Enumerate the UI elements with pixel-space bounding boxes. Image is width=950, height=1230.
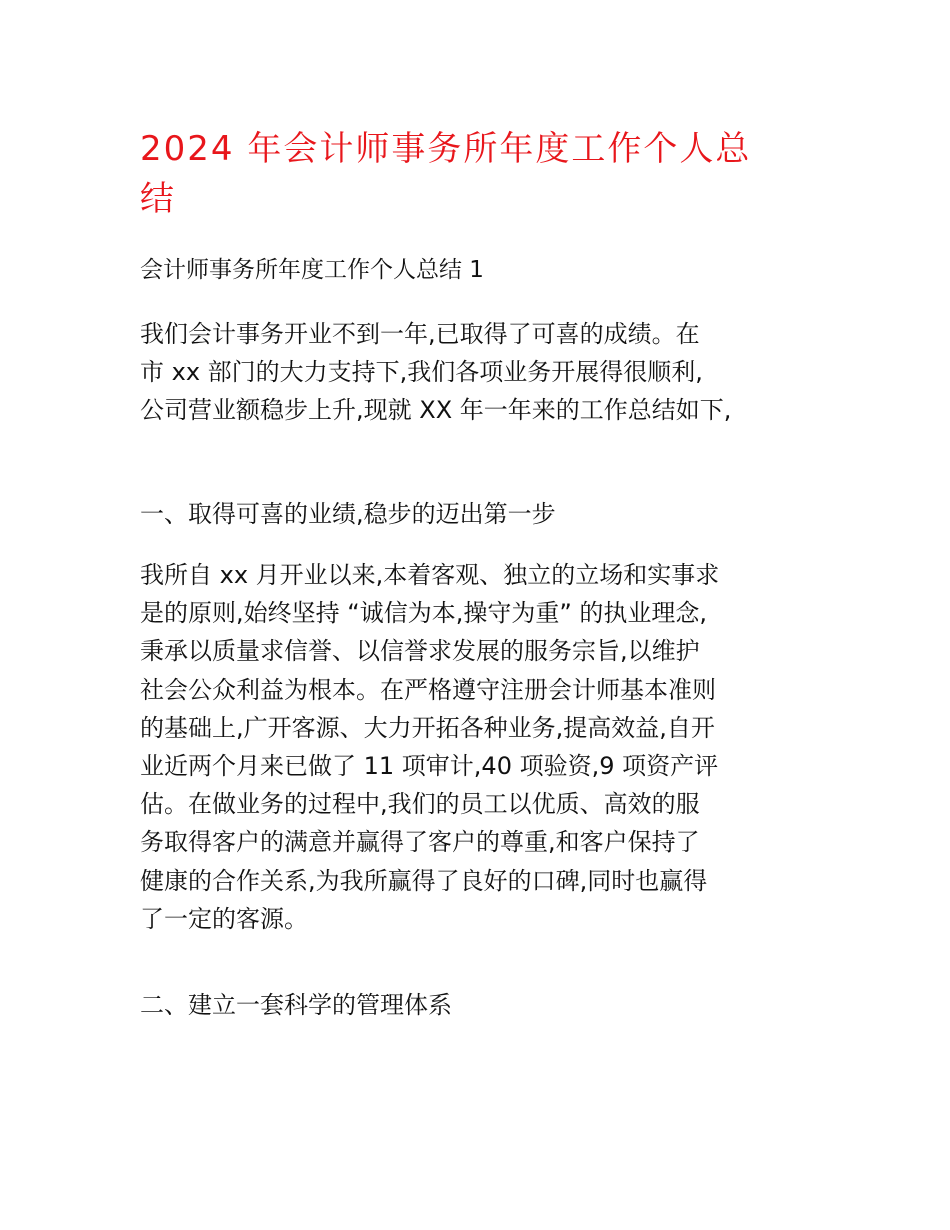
paragraph-line: 我所自 xx 月开业以来,本着客观、独立的立场和实事求 <box>140 561 720 589</box>
paragraph-line: 市 xx 部门的大力支持下,我们各项业务开展得很顺利, <box>140 358 703 386</box>
title-line-1: 2024 年会计师事务所年度工作个人总 <box>140 129 752 169</box>
section-2-heading: 二、建立一套科学的管理体系 <box>140 991 452 1019</box>
document-title <box>140 124 820 224</box>
paragraph-line: 业近两个月来已做了 11 项审计,40 项验资,9 项资产评 <box>140 752 719 781</box>
paragraph-line: 的基础上,广开客源、大力开拓各种业务,提高效益,自开 <box>140 713 715 742</box>
document-subtitle: 会计师事务所年度工作个人总结 1 <box>140 257 484 283</box>
section-1-heading: 一、取得可喜的业绩,稳步的迈出第一步 <box>140 500 556 528</box>
paragraph-line: 秉承以质量求信誉、以信誉求发展的服务宗旨,以维护 <box>140 637 700 666</box>
paragraph-line: 了一定的客源。 <box>140 904 308 933</box>
paragraph-line: 社会公众利益为根本。在严格遵守注册会计师基本准则 <box>140 675 716 704</box>
paragraph-line: 健康的合作关系,为我所赢得了良好的口碑,同时也赢得 <box>140 866 708 895</box>
title-line-2: 结 <box>140 179 176 219</box>
paragraph-line: 务取得客户的满意并赢得了客户的尊重,和客户保持了 <box>140 828 700 857</box>
section-1-paragraph <box>140 556 719 938</box>
paragraph-line: 估。在做业务的过程中,我们的员工以优质、高效的服 <box>140 790 700 819</box>
paragraph-line: 我们会计事务开业不到一年,已取得了可喜的成绩。在 <box>140 320 700 348</box>
intro-paragraph <box>140 315 731 429</box>
paragraph-line: 公司营业额稳步上升,现就 XX 年一年来的工作总结如下, <box>140 396 732 424</box>
paragraph-line: 是的原则,始终坚持 “诚信为本,操守为重” 的执业理念, <box>140 599 708 628</box>
